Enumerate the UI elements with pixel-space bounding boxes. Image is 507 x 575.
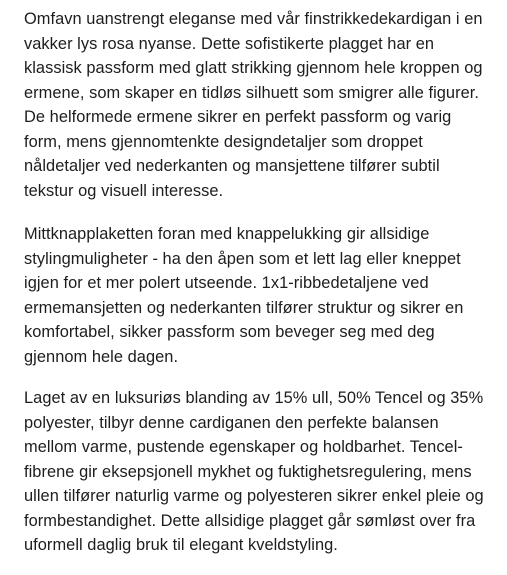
description-paragraph-1: Omfavn uanstrengt eleganse med vår finstrikkedekardigan i en vakker lys rosa nyanse. Dette sofistikerte plagget har en klassisk passform med glatt strikking gjennom hele kroppen og ermene, som skaper en tidløs silhuett som smigrer alle figurer. De helformede ermene sikrer en perfekt passform og varig form, mens gjennomtenkte designdetaljer som droppet nåldetaljer ved nederkanten og mansjettene tilfører subtil tekstur og visuell interesse. [24, 10, 483, 200]
description-paragraph-3: Laget av en luksuriøs blanding av 15% ull, 50% Tencel og 35% polyester, tilbyr denne cardiganen den perfekte balansen mellom varme, pustende egenskaper og holdbarhet. Tencel-fibrene gir eksepsjonell mykhet og fuktighetsregulering, mens ullen tilfører naturlig varme og polyesteren sikrer enkel pleie og formbestandighet. Dette allsidige plagget går sømløst over fra uformell daglig bruk til elegant kveldstyling. [24, 389, 484, 554]
description-paragraph-2: Mittknapplaketten foran med knappelukking gir allsidige stylingmuligheter - ha den åpen som et lett lag eller kneppet igjen for et mer polert utseende. 1x1-ribbedetaljene ved ermemansjetten og nederkanten tilfører struktur og sikrer en komfortabel, sikker passform som beveger seg med deg gjennom hele dagen. [24, 225, 464, 366]
